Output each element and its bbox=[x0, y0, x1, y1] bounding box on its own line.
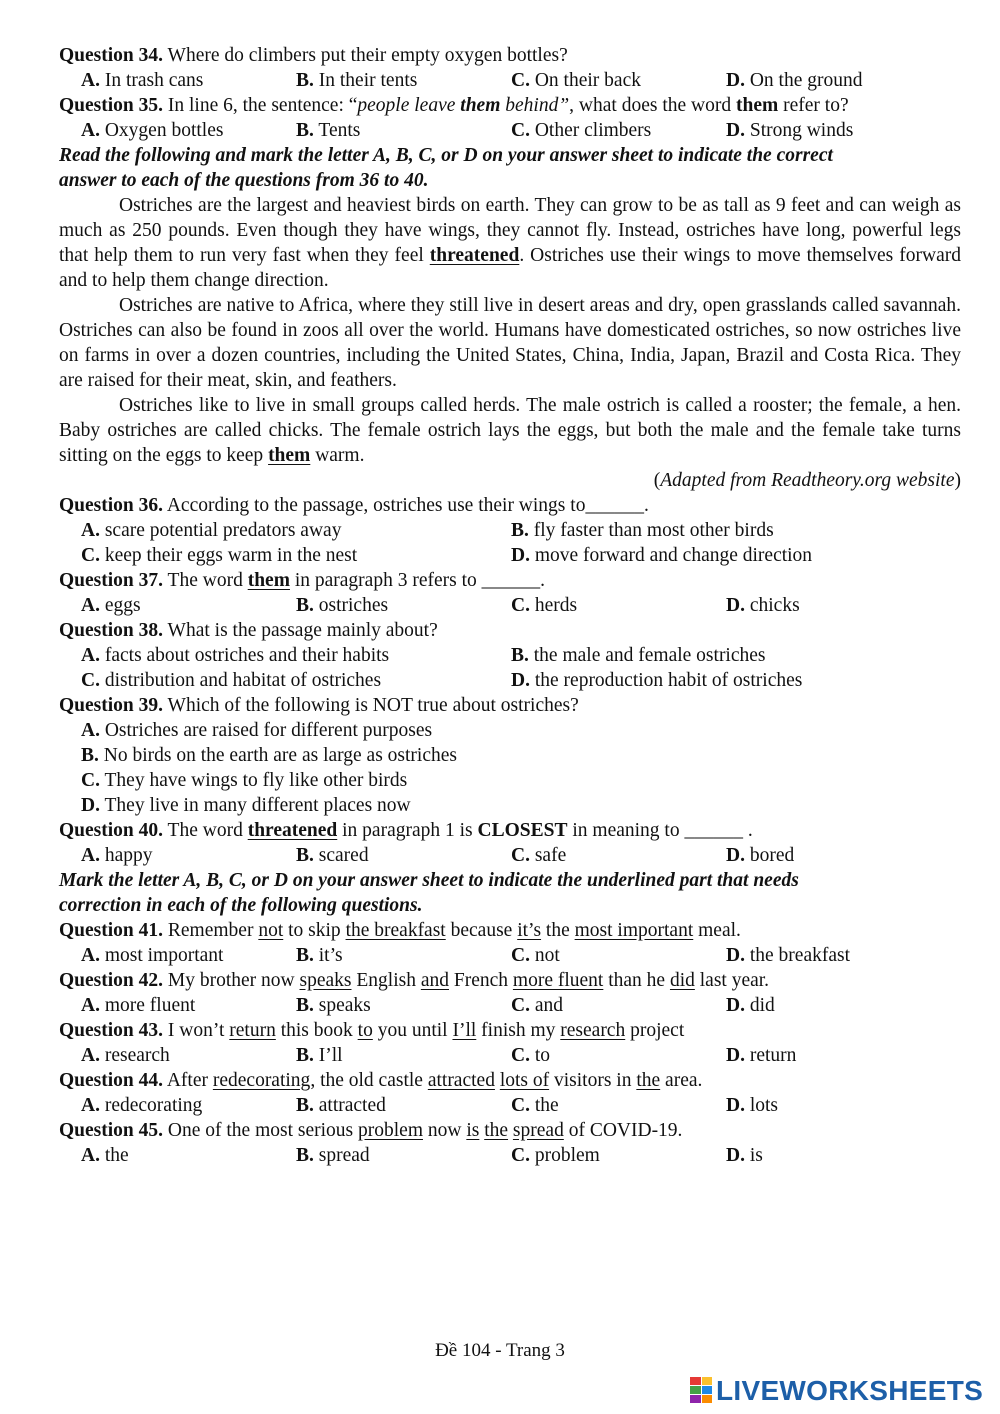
liveworksheets-logo-icon bbox=[690, 1377, 712, 1403]
option-a: A. happy bbox=[81, 845, 153, 866]
question-44-options bbox=[59, 1093, 961, 1118]
question-45-options bbox=[59, 1143, 961, 1168]
reading-instruction: Read the following and mark the letter A, B, C, or D on your answer sheet to indicate the correct answer to each of the questions from 36 to 40. bbox=[59, 145, 833, 191]
option-b: B. attracted bbox=[296, 1095, 386, 1116]
question-40: Question 40. The word threatened in paragraph 1 is CLOSEST in meaning to ______ . bbox=[59, 820, 753, 841]
option-c: C. Other climbers bbox=[511, 120, 652, 141]
question-42: Question 42. My brother now speaks English and French more fluent than he did last year. bbox=[59, 970, 770, 991]
option-d: D. move forward and change direction bbox=[511, 545, 813, 566]
paragraph-1: Ostriches are the largest and heaviest birds on earth. They can grow to be as tall as 9 feet and can weigh as much as 250 pounds. Even though they have wings, they cannot fly. Instead, ostriches have long, powerful legs that help them to run very fast when they feel threatened. Ostriches use their wings to move themselves forward and to help them change direction. bbox=[59, 195, 961, 291]
option-a: A. eggs bbox=[81, 595, 141, 616]
option-a: A. Ostriches are raised for different purposes bbox=[81, 720, 433, 741]
option-d: D. They live in many different places now bbox=[81, 795, 411, 816]
option-c: C. herds bbox=[511, 595, 578, 616]
option-d: D. bored bbox=[726, 845, 795, 866]
question-37: Question 37. The word them in paragraph 3 refers to ______. bbox=[59, 570, 545, 591]
paragraph-2: Ostriches are native to Africa, where they still live in desert areas and dry, open grasslands called savannah. Ostriches can also be found in zoos all over the world. Humans have domesticated ostriches, so now ostriches live on farms in over a dozen countries, including the United States, China, India, Japan, Brazil and Costa Rica. They are raised for their meat, skin, and feathers. bbox=[59, 295, 961, 391]
option-a: A. In trash cans bbox=[81, 70, 204, 91]
option-a: A. the bbox=[81, 1145, 129, 1166]
option-b: B. spread bbox=[296, 1145, 370, 1166]
question-36-options bbox=[59, 518, 961, 543]
option-a: A. Oxygen bottles bbox=[81, 120, 224, 141]
option-c: C. and bbox=[511, 995, 563, 1016]
option-a: A. scare potential predators away bbox=[81, 520, 342, 541]
question-45: Question 45. One of the most serious problem now is the spread of COVID-19. bbox=[59, 1120, 683, 1141]
option-c: C. safe bbox=[511, 845, 567, 866]
page-footer: Đề 104 - Trang 3 bbox=[435, 1340, 565, 1361]
option-b: B. scared bbox=[296, 845, 369, 866]
option-a: A. redecorating bbox=[81, 1095, 203, 1116]
question-39: Question 39. Which of the following is NOT true about ostriches? bbox=[59, 695, 579, 716]
option-d: D. the reproduction habit of ostriches bbox=[511, 670, 803, 691]
option-c: C. not bbox=[511, 945, 560, 966]
question-38: Question 38. What is the passage mainly about? bbox=[59, 620, 438, 641]
option-b: B. fly faster than most other birds bbox=[511, 520, 774, 541]
option-d: D. On the ground bbox=[726, 70, 863, 91]
option-d: D. chicks bbox=[726, 595, 800, 616]
liveworksheets-logo[interactable] bbox=[690, 1374, 983, 1406]
question-40-options bbox=[59, 843, 961, 868]
option-d: D. is bbox=[726, 1145, 763, 1166]
paragraph-3: Ostriches like to live in small groups called herds. The male ostrich is called a rooster; the female, a hen. Baby ostriches are called chicks. The female ostrich lays the eggs, but both the male and the female take turns sitting on the eggs to keep them warm. bbox=[59, 395, 961, 466]
exam-page bbox=[59, 43, 961, 1168]
question-36: Question 36. According to the passage, ostriches use their wings to______. bbox=[59, 495, 649, 516]
question-41-options bbox=[59, 943, 961, 968]
logo-square-6 bbox=[702, 1395, 713, 1403]
logo-square-5 bbox=[690, 1395, 701, 1403]
option-b: B. ostriches bbox=[296, 595, 389, 616]
option-c: C. On their back bbox=[511, 70, 641, 91]
option-c: C. keep their eggs warm in the nest bbox=[81, 545, 358, 566]
option-d: D. return bbox=[726, 1045, 797, 1066]
question-44: Question 44. After redecorating, the old castle attracted lots of visitors in the area. bbox=[59, 1070, 703, 1091]
option-c: C. They have wings to fly like other birds bbox=[81, 770, 408, 791]
question-41: Question 41. Remember not to skip the breakfast because it’s the most important meal. bbox=[59, 920, 741, 941]
option-a: A. more fluent bbox=[81, 995, 196, 1016]
logo-square-4 bbox=[702, 1386, 713, 1394]
question-42-options bbox=[59, 993, 961, 1018]
question-34: Question 34. Where do climbers put their empty oxygen bottles? bbox=[59, 45, 568, 66]
question-43-options bbox=[59, 1043, 961, 1068]
error-correction-instruction: Mark the letter A, B, C, or D on your answer sheet to indicate the underlined part that needs correction in each of the following questions. bbox=[59, 870, 799, 916]
logo-square-3 bbox=[690, 1386, 701, 1394]
option-b: B. I’ll bbox=[296, 1045, 343, 1066]
option-b: B. speaks bbox=[296, 995, 371, 1016]
option-c: C. problem bbox=[511, 1145, 600, 1166]
question-43: Question 43. I won’t return this book to you until I’ll finish my research project bbox=[59, 1020, 685, 1041]
option-b: B. Tents bbox=[296, 120, 361, 141]
question-35-options bbox=[59, 118, 961, 143]
option-a: A. most important bbox=[81, 945, 224, 966]
question-38-options-2 bbox=[59, 668, 961, 693]
option-b: B. it’s bbox=[296, 945, 343, 966]
logo-square-1 bbox=[690, 1377, 701, 1385]
option-d: D. did bbox=[726, 995, 775, 1016]
question-35: Question 35. In line 6, the sentence: “people leave them behind”, what does the word them refer to? bbox=[59, 95, 849, 116]
option-c: C. the bbox=[511, 1095, 559, 1116]
question-38-options bbox=[59, 643, 961, 668]
option-c: C. to bbox=[511, 1045, 551, 1066]
question-36-options-2 bbox=[59, 543, 961, 568]
passage-source: (Adapted from Readtheory.org website) bbox=[653, 470, 961, 491]
option-b: B. In their tents bbox=[296, 70, 418, 91]
option-b: B. No birds on the earth are as large as ostriches bbox=[81, 745, 457, 766]
logo-text: LIVEWORKSHEETS bbox=[716, 1374, 984, 1406]
question-34-options bbox=[59, 68, 961, 93]
option-d: D. Strong winds bbox=[726, 120, 854, 141]
logo-square-2 bbox=[702, 1377, 713, 1385]
option-d: D. the breakfast bbox=[726, 945, 851, 966]
option-a: A. facts about ostriches and their habits bbox=[81, 645, 390, 666]
question-37-options bbox=[59, 593, 961, 618]
option-a: A. research bbox=[81, 1045, 170, 1066]
option-c: C. distribution and habitat of ostriches bbox=[81, 670, 382, 691]
option-d: D. lots bbox=[726, 1095, 779, 1116]
reading-passage bbox=[59, 193, 961, 493]
option-b: B. the male and female ostriches bbox=[511, 645, 766, 666]
